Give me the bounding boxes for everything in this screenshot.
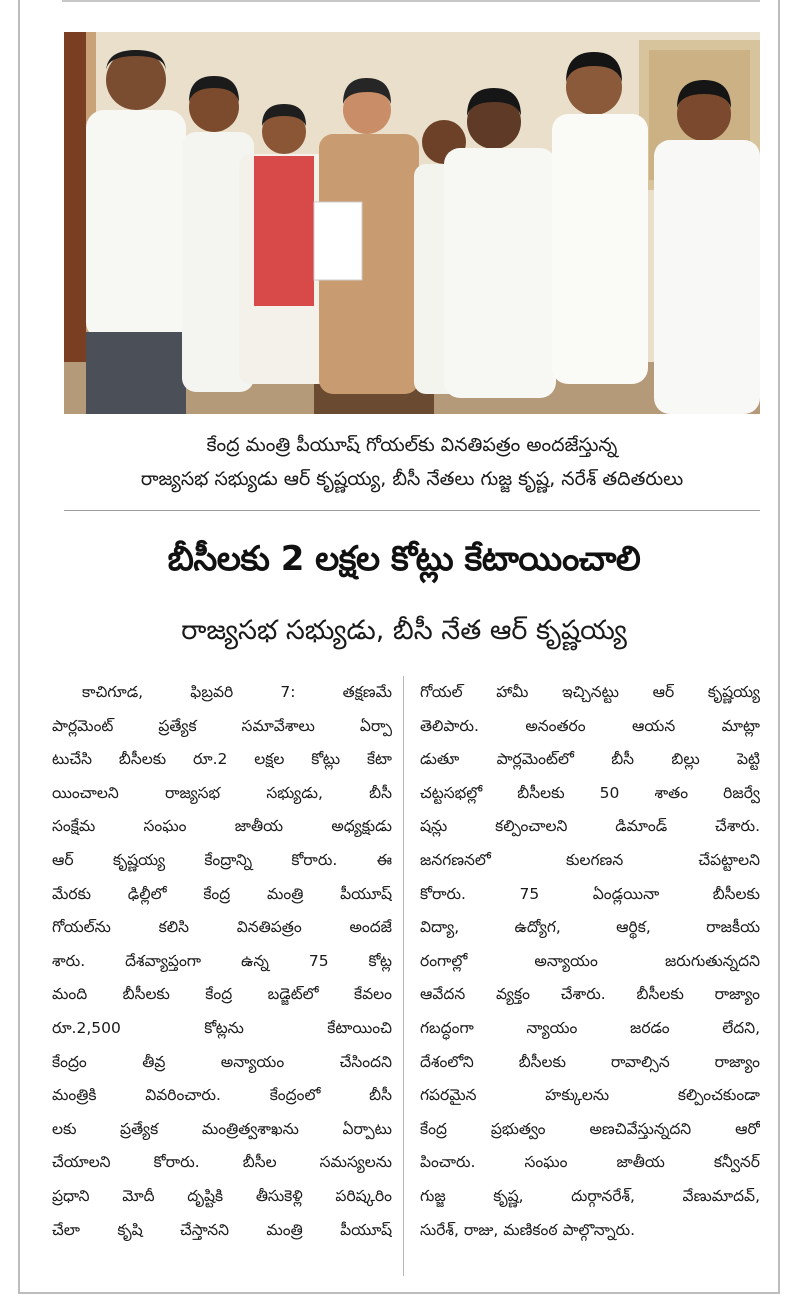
body-line: చేయాలని కోరారు. బీసీల సమస్యలను bbox=[52, 1153, 392, 1172]
body-line: కేంద్రం తీవ్ర అన్యాయం చేసిందని bbox=[52, 1052, 392, 1071]
body-line: సురేశ్, రాజు, మణికంఠ పాల్గొన్నారు. bbox=[420, 1220, 636, 1239]
body-line: దేశంలోని బీసీలకు రావాల్సిన రాజ్యాం bbox=[420, 1052, 760, 1071]
body-line: చేలా కృషి చేస్తానని మంత్రి పీయూష్ bbox=[52, 1220, 392, 1239]
body-line: టుచేసి బీసీలకు రూ.2 లక్షల కోట్లు కేటా bbox=[52, 750, 392, 769]
body-line: చట్టసభల్లో బీసీలకు 50 శాతం రిజర్వే bbox=[420, 783, 760, 802]
body-line: మంత్రికి వివరించారు. కేంద్రంలో బీసీ bbox=[52, 1086, 392, 1105]
caption-divider bbox=[64, 510, 760, 511]
caption-line: కేంద్ర మంత్రి పీయూష్ గోయల్‌కు వినతిపత్రం అందజేస్తున్న bbox=[206, 434, 618, 456]
headline: బీసీలకు 2 లక్షల కోట్లు కేటాయించాలి bbox=[167, 539, 641, 579]
body-line: జనగణనలో కులగణన చేపట్టాలని bbox=[420, 850, 760, 869]
body-line: యించాలని రాజ్యసభ సభ్యుడు, బీసీ bbox=[52, 783, 392, 802]
body-line: కోరారు. 75 ఏండ్లయినా బీసీలకు bbox=[420, 884, 760, 903]
body-line: గోయల్‌ను కలిసి వినతిపత్రం అందజే bbox=[52, 918, 392, 937]
body-line: మేరకు ఢిల్లీలో కేంద్ర మంత్రి పీయూష్ bbox=[52, 884, 392, 903]
photo-caption bbox=[64, 428, 760, 496]
body-line: ఆర్ కృష్ణయ్య కేంద్రాన్ని కోరారు. ఈ bbox=[52, 850, 392, 869]
body-line: తెలిపారు. అనంతరం ఆయన మాట్లా bbox=[420, 716, 760, 735]
body-line: కాచిగూడ, ఫిబ్రవరి 7: తక్షణమే bbox=[82, 683, 392, 701]
body-line: పార్లమెంట్ ప్రత్యేక సమావేశాలు ఏర్పా bbox=[52, 716, 392, 735]
subheadline: రాజ్యసభ సభ్యుడు, బీసీ నేత ఆర్ కృష్ణయ్య bbox=[181, 615, 627, 646]
body-line: శారు. దేశవ్యాప్తంగా ఉన్న 75 కోట్ల bbox=[52, 951, 392, 970]
body-line: షన్లు కల్పించాలని డిమాండ్ చేశారు. bbox=[420, 817, 760, 836]
body-line: ఆవేదన వ్యక్తం చేశారు. బీసీలకు రాజ్యాం bbox=[420, 985, 760, 1004]
body-line: విద్యా, ఉద్యోగ, ఆర్థిక, రాజకీయ bbox=[420, 918, 760, 937]
body-line: గబద్ధంగా న్యాయం జరడం లేదని, bbox=[420, 1018, 760, 1037]
body-line: కేంద్ర ప్రభుత్వం అణచివేస్తున్నదని ఆరో bbox=[420, 1119, 760, 1138]
body-line: గుజ్జ కృష్ణ, దుర్గానరేశ్, వేణుమాదవ్, bbox=[420, 1186, 760, 1205]
body-line: పించారు. సంఘం జాతీయ కన్వీనర్ bbox=[420, 1153, 760, 1172]
body-line: మంది బీసీలకు కేంద్ర బడ్జెట్‌లో కేవలం bbox=[52, 985, 392, 1004]
body-line: రంగాల్లో అన్యాయం జరుగుతున్నదని bbox=[420, 951, 760, 970]
body-line: ప్రధాని మోదీ దృష్టికి తీసుకెళ్లి పరిష్కరిం bbox=[52, 1186, 392, 1205]
column-divider bbox=[403, 676, 404, 1276]
body-line: లకు ప్రత్యేక మంత్రిత్వశాఖను ఏర్పాటు bbox=[52, 1119, 392, 1138]
body-column-left bbox=[52, 676, 392, 1247]
body-line: రూ.2,500 కోట్లను కేటాయించి bbox=[52, 1018, 392, 1037]
top-rule bbox=[62, 0, 760, 2]
body-line: సంక్షేమ సంఘం జాతీయ అధ్యక్షుడు bbox=[52, 817, 392, 836]
body-line: డుతూ పార్లమెంట్‌లో బీసీ బిల్లు పెట్టి bbox=[420, 750, 760, 769]
body-line: గపరమైన హక్కులను కల్పించకుండా bbox=[420, 1086, 760, 1105]
caption-line: రాజ్యసభ సభ్యుడు ఆర్ కృష్ణయ్య, బీసీ నేతలు గుజ్జ కృష్ణ, నరేశ్ తదితరులు bbox=[140, 468, 684, 490]
body-line: గోయల్ హామీ ఇచ్చినట్టు ఆర్ కృష్ణయ్య bbox=[420, 683, 760, 701]
news-photo bbox=[64, 32, 760, 414]
body-column-right bbox=[420, 676, 760, 1247]
